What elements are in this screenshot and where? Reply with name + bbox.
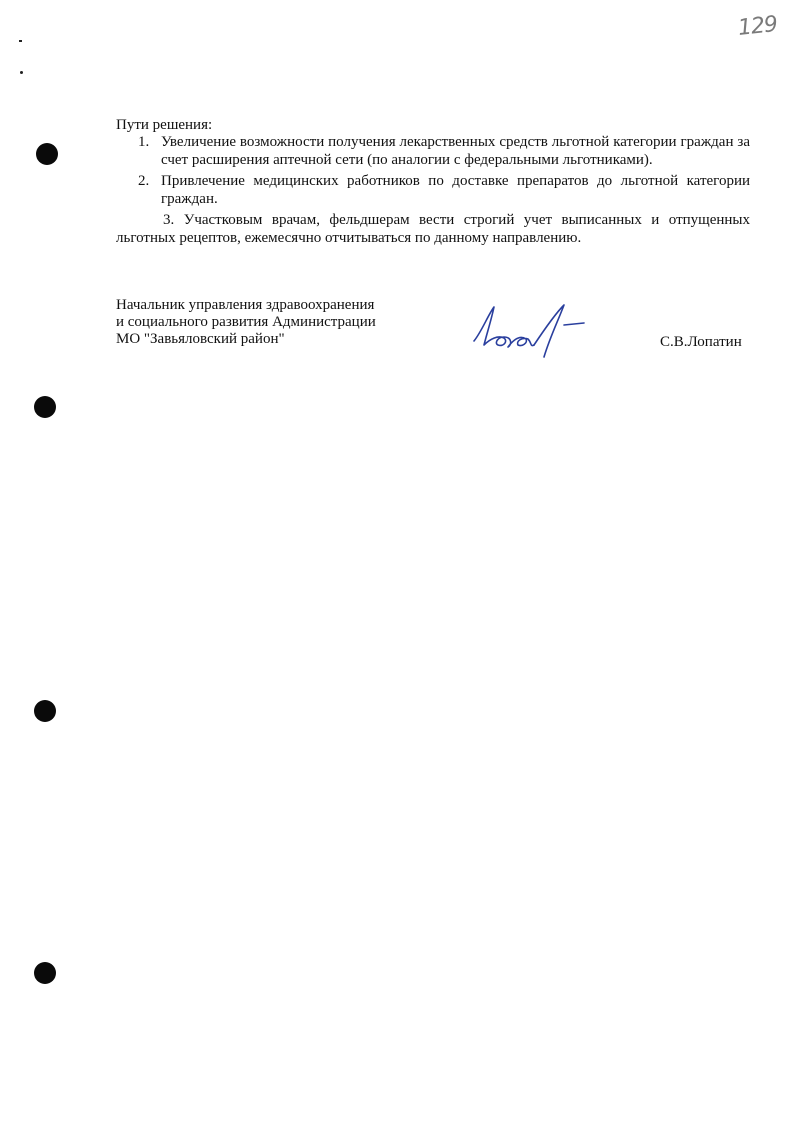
handwritten-signature [460,295,610,365]
binder-hole [34,962,56,984]
scan-speck [20,71,23,74]
solutions-heading: Пути решения: [116,117,213,133]
position-line: МО "Завьяловский район" [116,331,285,347]
scan-speck [19,40,22,42]
list-item-number: 1. [138,134,150,150]
binder-hole [36,143,58,165]
list-item [116,211,750,247]
list-item [116,133,750,169]
handwritten-page-number: 129 [736,12,779,41]
position-line: Начальник управления здравоохранения [116,297,375,313]
list-item [116,172,750,208]
list-item-text: Привлечение медицинских работников по доставке препаратов до льготной категории граждан. [161,173,750,207]
list-item-number: 3. [163,212,175,228]
position-line: и социального развития Администрации [116,314,376,330]
binder-hole [34,700,56,722]
binder-hole [34,396,56,418]
signatory-position [116,297,376,348]
signatory-name: С.В.Лопатин [660,334,742,350]
list-item-text: Увеличение возможности получения лекарственных средств льготной категории граждан за счет расширения аптечной сети (по аналогии с федеральными льготниками). [161,134,750,168]
solutions-list [116,133,750,247]
list-item-number: 2. [138,173,150,189]
list-item-text: Участковым врачам, фельдшерам вести строгий учет выписанных и отпущенных льготных рецептов, ежемесячно отчитываться по данному направлению. [116,212,751,246]
